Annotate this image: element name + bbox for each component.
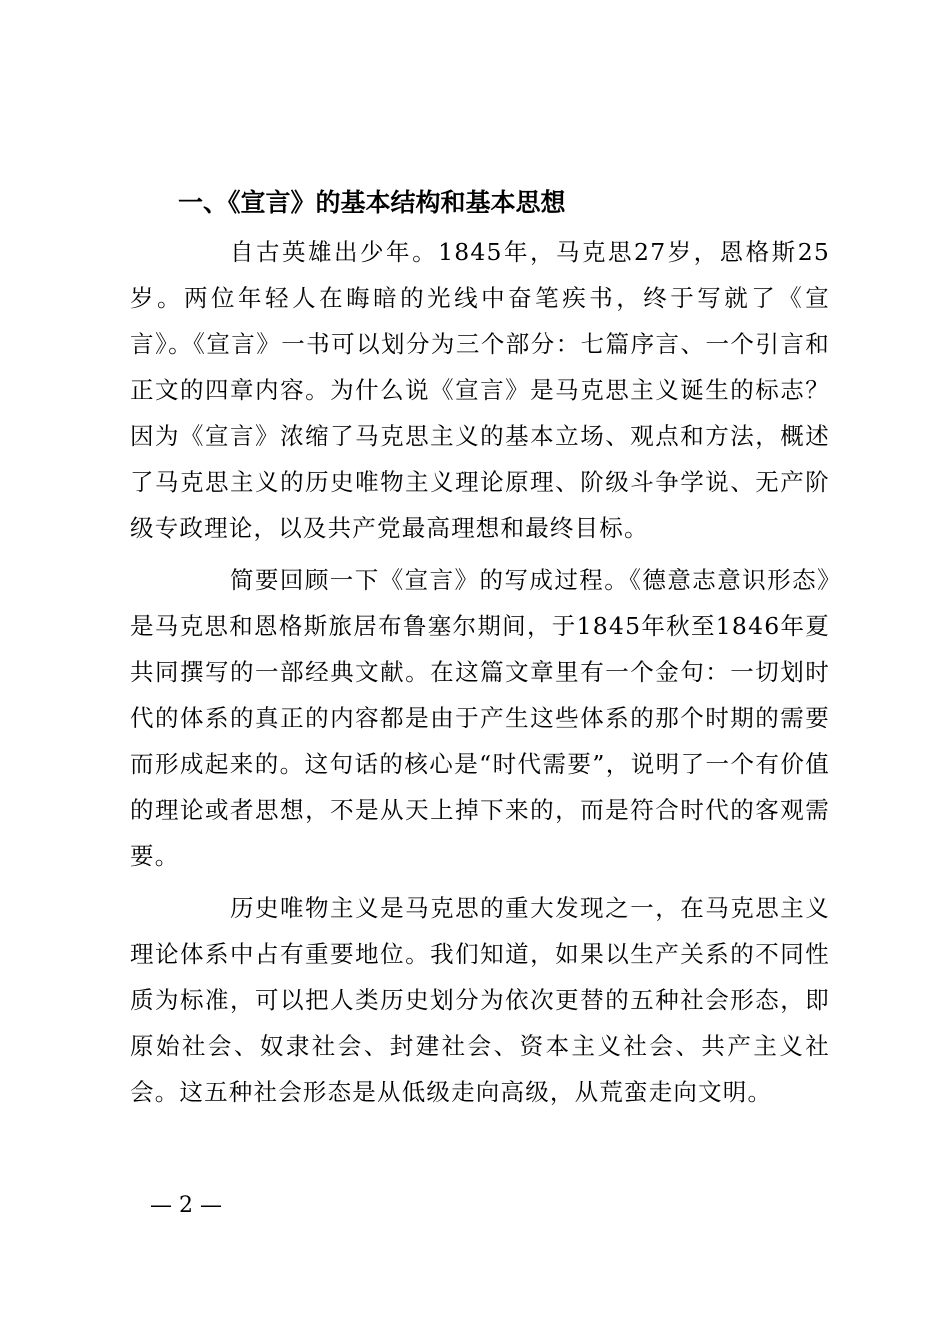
paragraph-2: 简要回顾一下《宣言》的写成过程。《德意志意识形态》是马克思和恩格斯旅居布鲁塞尔期间，于1845年秋至1846年夏共同撰写的一部经典文献。在这篇文章里有一个金句：一切划时代的体系的真正的内容都是由于产生这些体系的那个时期的需要而形成起来的。这句话的核心是“时代需要”，说明了一个有价值的理论或者思想，不是从天上掉下来的，而是符合时代的客观需要。	[130, 566, 830, 870]
section-heading: 一、《宣言》的基本结构和基本思想	[178, 188, 566, 217]
paragraph-3: 历史唯物主义是马克思的重大发现之一，在马克思主义理论体系中占有重要地位。我们知道，如果以生产关系的不同性质为标准，可以把人类历史划分为依次更替的五种社会形态，即原始社会、奴隶社会、封建社会、资本主义社会、共产主义社会。这五种社会形态是从低级走向高级，从荒蛮走向文明。	[130, 894, 830, 1106]
page-number: — 2 —	[150, 1193, 222, 1218]
paragraph-1: 自古英雄出少年。1845年，马克思27岁，恩格斯25岁。两位年轻人在晦暗的光线中奋笔疾书，终于写就了《宣言》。《宣言》一书可以划分为三个部分：七篇序言、一个引言和正文的四章内容。为什么说《宣言》是马克思主义诞生的标志？因为《宣言》浓缩了马克思主义的基本立场、观点和方法，概述了马克思主义的历史唯物主义理论原理、阶级斗争学说、无产阶级专政理论，以及共产党最高理想和最终目标。	[130, 238, 830, 542]
body-text	[130, 229, 830, 1121]
